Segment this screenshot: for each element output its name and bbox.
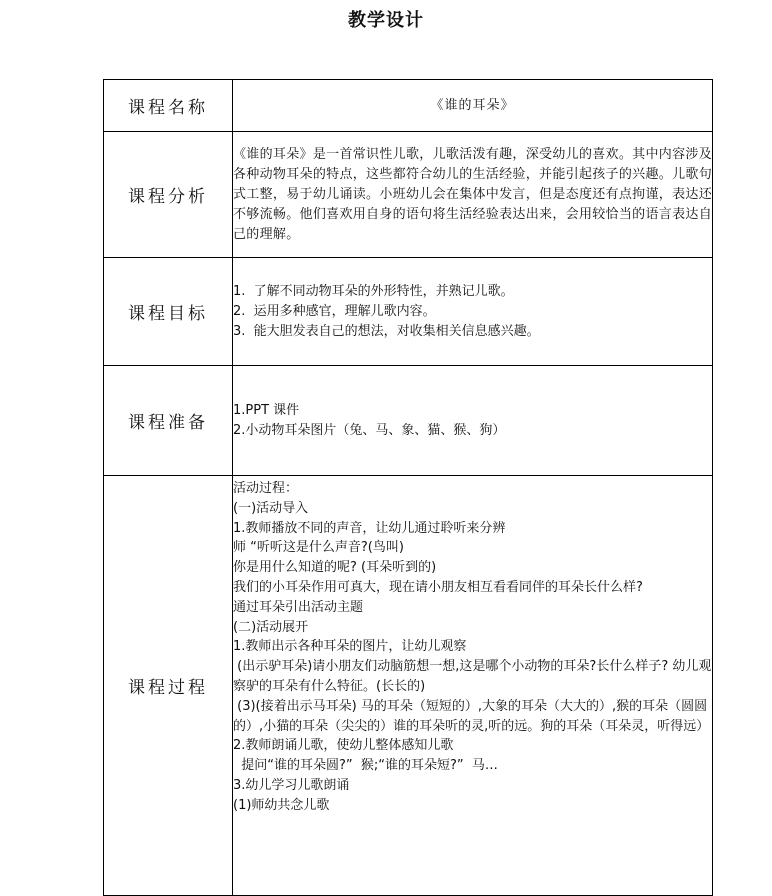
process-line: (1)师幼共念儿歌	[233, 797, 330, 813]
prep-item: 1.PPT 课件	[233, 402, 300, 418]
row-course-analysis	[104, 132, 713, 258]
course-prep-list	[233, 366, 713, 476]
process-line: 3.幼儿学习儿歌朗诵	[233, 777, 350, 793]
course-process-label: 课程过程	[104, 476, 233, 896]
process-line: (3)(接着出示马耳朵) 马的耳朵（短短的）,大象的耳朵（大大的）,猴的耳朵（圆圆的）,小猫的耳朵（尖尖的）谁的耳朵听的灵,听的远。狗的耳朵（耳朵灵，听得远）	[233, 698, 710, 734]
course-goals-list	[233, 258, 713, 366]
course-goals-label: 课程目标	[104, 258, 233, 366]
row-course-process	[104, 476, 713, 896]
goal-item: 2. 运用多种感官，理解儿歌内容。	[233, 303, 436, 319]
course-analysis-label: 课程分析	[104, 132, 233, 258]
goal-item: 3. 能大胆发表自己的想法，对收集相关信息感兴趣。	[233, 323, 540, 339]
course-name-value: 《谁的耳朵》	[233, 80, 713, 132]
course-prep-label: 课程准备	[104, 366, 233, 476]
process-line: (二)活动展开	[233, 619, 309, 635]
prep-item: 2.小动物耳朵图片（兔、马、象、猫、猴、狗）	[233, 422, 506, 438]
goal-item: 1. 了解不同动物耳朵的外形特性，并熟记儿歌。	[233, 283, 514, 299]
process-line: 2.教师朗诵儿歌，使幼儿整体感知儿歌	[233, 738, 454, 754]
row-course-goals	[104, 258, 713, 366]
row-course-name	[104, 80, 713, 132]
process-line: (一)活动导入	[233, 500, 309, 516]
lesson-design-table	[103, 79, 713, 896]
course-process-content	[233, 476, 713, 896]
course-name-label: 课程名称	[104, 80, 233, 132]
process-line: 1.教师播放不同的声音，让幼儿通过聆听来分辨	[233, 520, 506, 536]
process-line: 师 “听听这是什么声音?(鸟叫)	[233, 540, 404, 556]
process-line: 1.教师出示各种耳朵的图片，让幼儿观察	[233, 639, 467, 655]
document-title: 教学设计	[348, 10, 424, 31]
process-line: 提问“谁的耳朵圆?” 猴;“谁的耳朵短?” 马…	[233, 758, 498, 774]
process-line: (出示驴耳朵)请小朋友们动脑筋想一想,这是哪个小动物的耳朵?长什么样子? 幼儿观察驴的耳朵有什么特征。(长长的)	[233, 659, 712, 694]
process-line: 你是用什么知道的呢? (耳朵听到的)	[233, 560, 437, 576]
process-line: 我们的小耳朵作用可真大，现在请小朋友相互看看同伴的耳朵长什么样?	[233, 579, 643, 595]
course-analysis-text: 《谁的耳朵》是一首常识性儿歌，儿歌活泼有趣，深受幼儿的喜欢。其中内容涉及各种动物耳朵的特点，这些都符合幼儿的生活经验，并能引起孩子的兴趣。儿歌句式工整，易于幼儿诵读。小班幼儿会在集体中发言，但是态度还有点拘谨，表达还不够流畅。他们喜欢用自身的语句将生活经验表达出来，会用较恰当的语言表达自己的理解。	[233, 132, 713, 258]
process-line: 通过耳朵引出活动主题	[233, 599, 364, 615]
row-course-prep	[104, 366, 713, 476]
process-line: 活动过程：	[233, 481, 299, 496]
